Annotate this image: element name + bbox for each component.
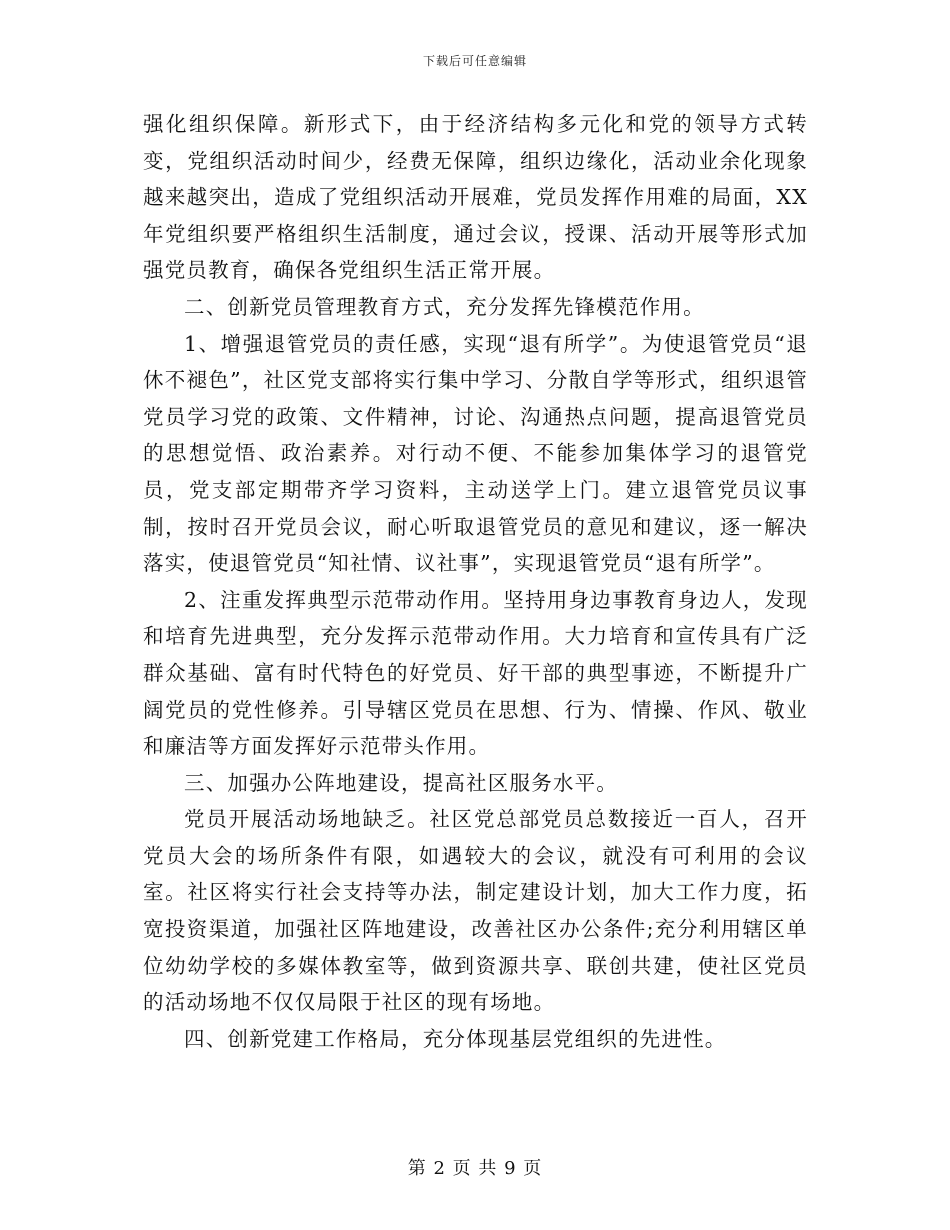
footer-total-pages: 9	[504, 1158, 517, 1179]
document-body	[143, 106, 808, 1057]
page-header-note: 下载后可任意编辑	[422, 54, 527, 68]
footer-suffix: 页	[523, 1158, 543, 1179]
section-heading-2: 二、创新党员管理教育方式，充分发挥先锋模范作用。	[184, 294, 705, 319]
footer-current-page: 2	[433, 1158, 446, 1179]
page-number-footer	[0, 1154, 950, 1180]
footer-middle: 页 共	[452, 1158, 498, 1179]
footer-prefix: 第	[407, 1158, 427, 1179]
section-heading-3: 三、加强办公阵地建设，提高社区服务水平。	[184, 770, 618, 795]
paragraph-retired-members: 1、增强退管党员的责任感，实现“退有所学”。为使退管党员“退休不褪色”，社区党支部将实行集中学习、分散自学等形式，组织退管党员学习党的政策、文件精神，讨论、沟通热点问题，提高退管党员的思想觉悟、政治素养。对行动不便、不能参加集体学习的退管党员，党支部定期带齐学习资料，主动送学上门。建立退管党员议事制，按时召开党员会议，耐心听取退管党员的意见和建议，逐一解决落实，使退管党员“知社情、议社事”，实现退管党员“退有所学”。	[143, 331, 808, 576]
section-heading-4: 四、创新党建工作格局，充分体现基层党组织的先进性。	[184, 1026, 727, 1051]
paragraph-role-models: 2、注重发挥典型示范带动作用。坚持用身边事教育身边人，发现和培育先进典型，充分发挥示范带动作用。大力培育和宣传具有广泛群众基础、富有时代特色的好党员、好干部的典型事迹，不断提升广阔党员的党性修养。引导辖区党员在思想、行为、情操、作风、敬业和廉洁等方面发挥好示范带头作用。	[143, 587, 808, 759]
paragraph-office-facilities: 党员开展活动场地缺乏。社区党总部党员总数接近一百人，召开党员大会的场所条件有限，如遇较大的会议，就没有可利用的会议室。社区将实行社会支持等办法，制定建设计划，加大工作力度，拓宽投资渠道，加强社区阵地建设，改善社区办公条件;充分利用辖区单位幼幼学校的多媒体教室等，做到资源共享、联创共建，使社区党员的活动场地不仅仅局限于社区的现有场地。	[143, 807, 808, 1015]
paragraph-organizational-guarantee: 强化组织保障。新形式下，由于经济结构多元化和党的领导方式转变，党组织活动时间少，经费无保障，组织边缘化，活动业余化现象越来越突出，造成了党组织活动开展难，党员发挥作用难的局面，XX年党组织要严格组织生活制度，通过会议，授课、活动开展等形式加强党员教育，确保各党组织生活正常开展。	[143, 112, 808, 283]
